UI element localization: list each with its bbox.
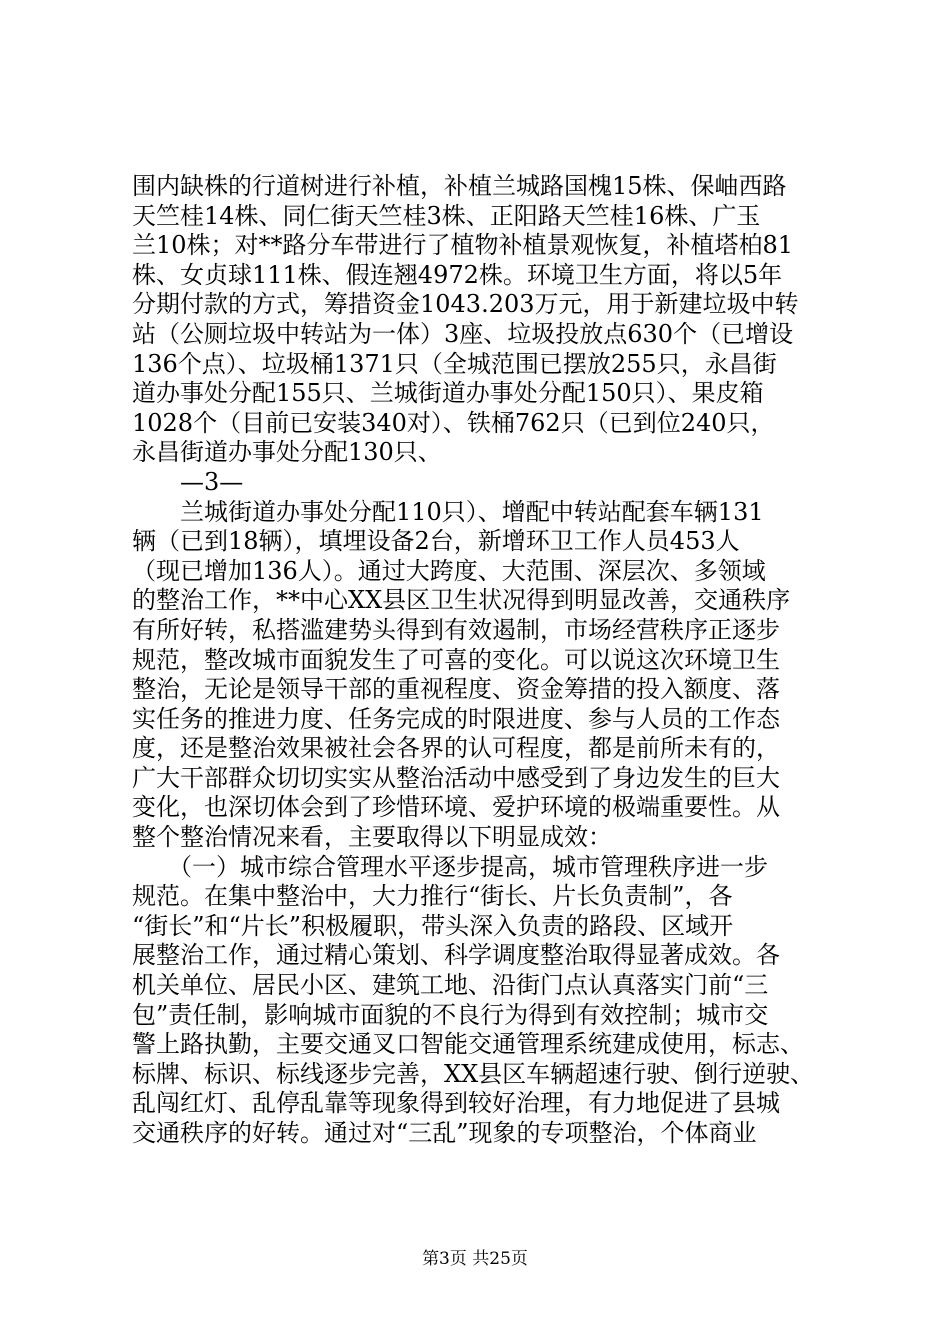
text-line: 展整治工作，通过精心策划、科学调度整治取得显著成效。各 bbox=[132, 941, 780, 970]
text-line: 标牌、标识、标线逐步完善，XX县区车辆超速行驶、倒行逆驶、 bbox=[132, 1059, 815, 1088]
text-line: 1028个（目前已安装340对）、铁桶762只（已到位240只， bbox=[132, 408, 775, 437]
text-line: 天竺桂14株、同仁街天竺桂3株、正阳路天竺桂16株、广玉 bbox=[132, 201, 761, 230]
text-line: 兰城街道办事处分配110只）、增配中转站配套车辆131 bbox=[132, 497, 764, 526]
text-line: 永昌街道办事处分配130只、 bbox=[132, 438, 442, 467]
body-text bbox=[132, 172, 832, 1149]
text-line: 警上路执勤，主要交通叉口智能交通管理系统建成使用，标志、 bbox=[132, 1030, 804, 1059]
text-line: “街长”和“片长”积极履职，带头深入负责的路段、区域开 bbox=[132, 911, 734, 940]
text-line: （一）城市综合管理水平逐步提高，城市管理秩序进一步 bbox=[132, 852, 768, 881]
text-line: —3— bbox=[132, 467, 244, 496]
text-line: 分期付款的方式，筹措资金1043.203万元，用于新建垃圾中转 bbox=[132, 290, 799, 319]
text-line: 规范。在集中整治中，大力推行“街长、片长负责制”，各 bbox=[132, 882, 733, 911]
text-line: 包”责任制，影响城市面貌的不良行为得到有效控制；城市交 bbox=[132, 1000, 769, 1029]
page-footer: 第3页 共25页 bbox=[422, 1249, 528, 1269]
text-line: 136个点）、垃圾桶1371只（全城范围已摆放255只，永昌街 bbox=[132, 349, 777, 378]
text-line: 规范，整改城市面貌发生了可喜的变化。可以说这次环境卫生 bbox=[132, 645, 780, 674]
text-line: 围内缺株的行道树进行补植，补植兰城路国槐15株、保岫西路 bbox=[132, 172, 787, 200]
text-line: 整治，无论是领导干部的重视程度、资金筹措的投入额度、落 bbox=[132, 675, 780, 704]
text-line: 度，还是整治效果被社会各界的认可程度，都是前所未有的， bbox=[132, 734, 780, 763]
text-line: 辆（已到18辆），填埋设备2台，新增环卫工作人员453人 bbox=[132, 527, 740, 556]
text-line: 有所好转，私搭滥建势头得到有效遏制，市场经营秩序正逐步 bbox=[132, 615, 780, 644]
text-line: 的整治工作，**中心XX县区卫生状况得到明显改善，交通秩序 bbox=[132, 586, 791, 615]
text-line: 实任务的推进力度、任务完成的时限进度、参与人员的工作态 bbox=[132, 704, 780, 733]
text-line: 机关单位、居民小区、建筑工地、沿街门点认真落实门前“三 bbox=[132, 971, 769, 1000]
text-line: 整个整治情况来看，主要取得以下明显成效： bbox=[132, 823, 612, 852]
text-line: 变化，也深切体会到了珍惜环境、爱护环境的极端重要性。从 bbox=[132, 793, 780, 822]
text-line: 乱闯红灯、乱停乱靠等现象得到较好治理，有力地促进了县城 bbox=[132, 1089, 780, 1118]
text-line: （现已增加136人）。通过大跨度、大范围、深层次、多领域 bbox=[132, 556, 766, 585]
text-line: 交通秩序的好转。通过对“三乱”现象的专项整治，个体商业 bbox=[132, 1119, 757, 1147]
text-line: 广大干部群众切切实实从整治活动中感受到了身边发生的巨大 bbox=[132, 763, 780, 792]
text-line: 兰10株；对**路分车带进行了植物补植景观恢复，补植塔柏81 bbox=[132, 231, 794, 260]
text-line: 株、女贞球111株、假连翘4972株。环境卫生方面，将以5年 bbox=[132, 260, 783, 289]
text-line: 道办事处分配155只、兰城街道办事处分配150只）、果皮箱 bbox=[132, 379, 764, 408]
text-line: 站（公厕垃圾中转站为一体）3座、垃圾投放点630个（已增设 bbox=[132, 319, 794, 348]
